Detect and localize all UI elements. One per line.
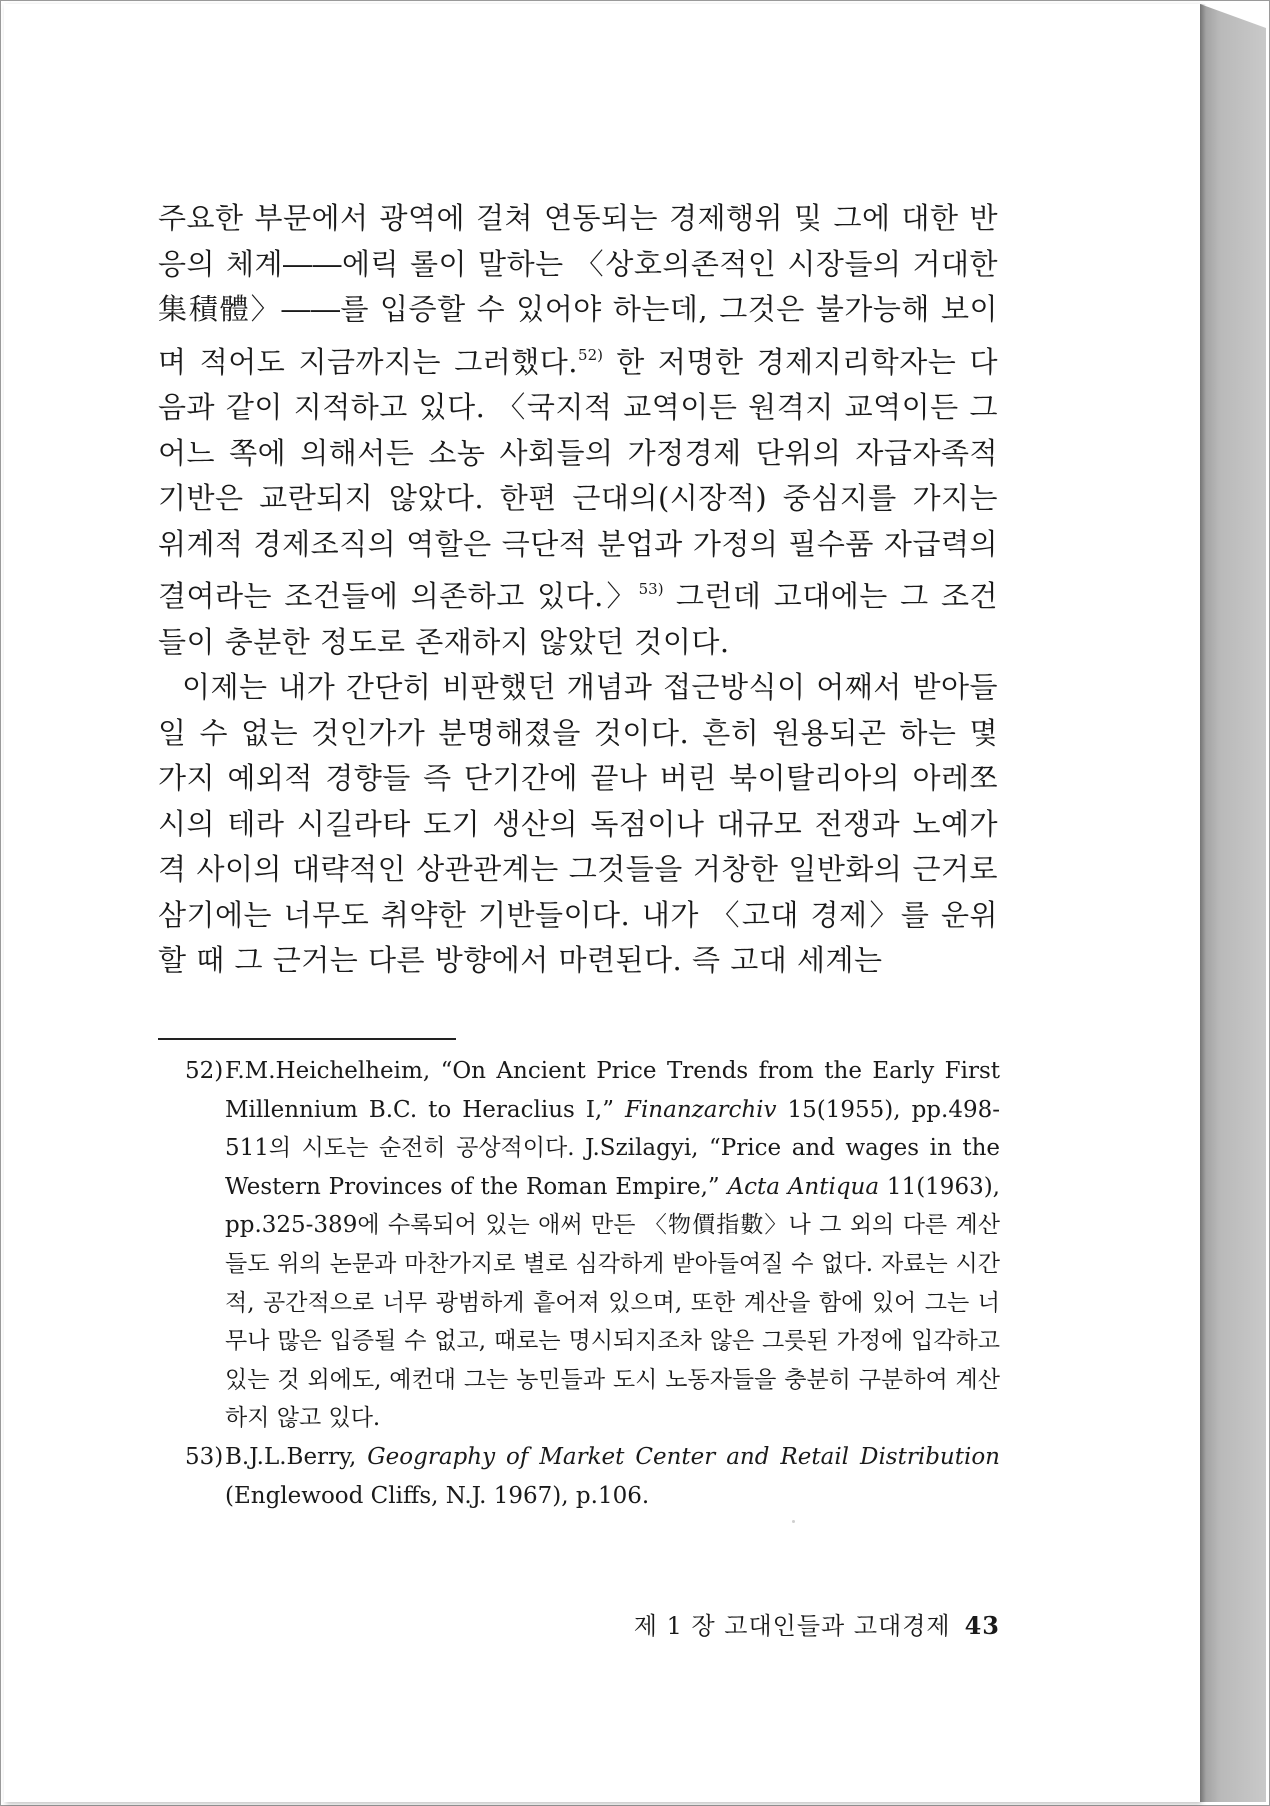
paragraph-2: 이제는 내가 간단히 비판했던 개념과 접근방식이 어째서 받아들일 수 없는 것인가가 분명해졌을 것이다. 흔히 원용되곤 하는 몇 가지 예외적 경향들 즉 단기간에 끝나 버린 북이탈리아의 아레쪼 시의 테라 시길라타 도기 생산의 독점이나 대규모 전쟁과 노예가격 사이의 대략적인 상관관계는 그것들을 거창한 일반화의 근거로 삼기에는 너무도 취약한 기반들이다. 내가 〈고대 경제〉를 운위할 때 그 근거는 다른 방향에서 마련된다. 즉 고대 세계는 [158,670,998,977]
footnote-ref-53[interactable]: 53) [638,580,664,598]
footnote-53-book-title: Geography of Market Center and Retail Distribution [367,1443,1000,1470]
footnote-53 [185,1438,1000,1515]
chapter-title: 제 1 장 고대인들과 고대경제 [633,1612,951,1640]
footnote-52-text-c: 11(1963), pp.325-389에 수록되어 있는 애써 만든 〈物價指數〉나 그 외의 다른 계산들도 위의 논문과 마찬가지로 별로 심각하게 받아들여질 수 없다. 자료는 시간적, 공간적으로 너무 광범하게 흩어져 있으며, 또한 계산을 함에 있어 그는 너무나 많은 입증될 수 없고, 때로는 명시되지조차 않은 그릇된 가정에 입각하고 있는 것 외에도, 예컨대 그는 농민들과 도시 노동자들을 충분히 구분하여 계산하지 않고 있다. [225,1173,1000,1432]
footnote-53-text-b: (Englewood Cliffs, N.J. 1967), p.106. [225,1482,650,1509]
footnote-53-text-a: B.J.L.Berry, [225,1443,368,1470]
paragraph-1 [158,196,998,665]
paragraph-1-text-c: 그런데 고대에는 그 조건들이 충분한 정도로 존재하지 않았던 것이다. [158,579,998,659]
footnotes [185,1052,1000,1515]
main-text [158,196,998,984]
running-footer [590,1606,1000,1641]
footnote-52-journal-finanzarchiv: Finanzarchiv [624,1096,777,1123]
page-number: 43 [964,1611,1000,1640]
paragraph-1-text-b: 한 저명한 경제지리학자는 다음과 같이 지적하고 있다. 〈국지적 교역이든 원격지 교역이든 그 어느 쪽에 의해서든 소농 사회들의 가정경제 단위의 자급자족적 기반은 교란되지 않았다. 한편 근대의(시장적) 중심지를 가지는 위계적 경제조직의 역할은 극단적 분업과 가정의 필수품 자급력의 결여라는 조건들에 의존하고 있다.〉 [158,344,998,613]
footnote-divider [158,1038,456,1040]
footnote-52 [185,1052,1000,1438]
footnote-52-number: 52) [185,1058,224,1084]
page-stack-edge [1200,4,1266,1802]
footnote-53-number: 53) [185,1443,224,1470]
footnote-52-text-b: 15(1955), pp.498-511의 시도는 순전히 공상적이다. J.Szilagyi, “Price and wages in the Western Provinces of the Roman Empire,” [225,1096,1001,1200]
footnote-52-text-a: F.M.Heichelheim, “On Ancient Price Trends from the Early First Millennium B.C. to Heraclius I,” [225,1058,1000,1123]
page-spine-shadow [1200,4,1206,1802]
footnote-52-journal-acta-antiqua: Acta Antiqua [727,1173,880,1200]
footnote-ref-52[interactable]: 52) [578,345,603,364]
paper-speck [792,1520,795,1523]
paragraph-1-text-a: 주요한 부문에서 광역에 걸쳐 연동되는 경제행위 및 그에 대한 반응의 체계――에릭 롤이 말하는 〈상호의존적인 시장들의 거대한 集積體〉――를 입증할 수 있어야 하는데, 그것은 불가능해 보이며 적어도 지금까지는 그러했다. [158,201,998,379]
